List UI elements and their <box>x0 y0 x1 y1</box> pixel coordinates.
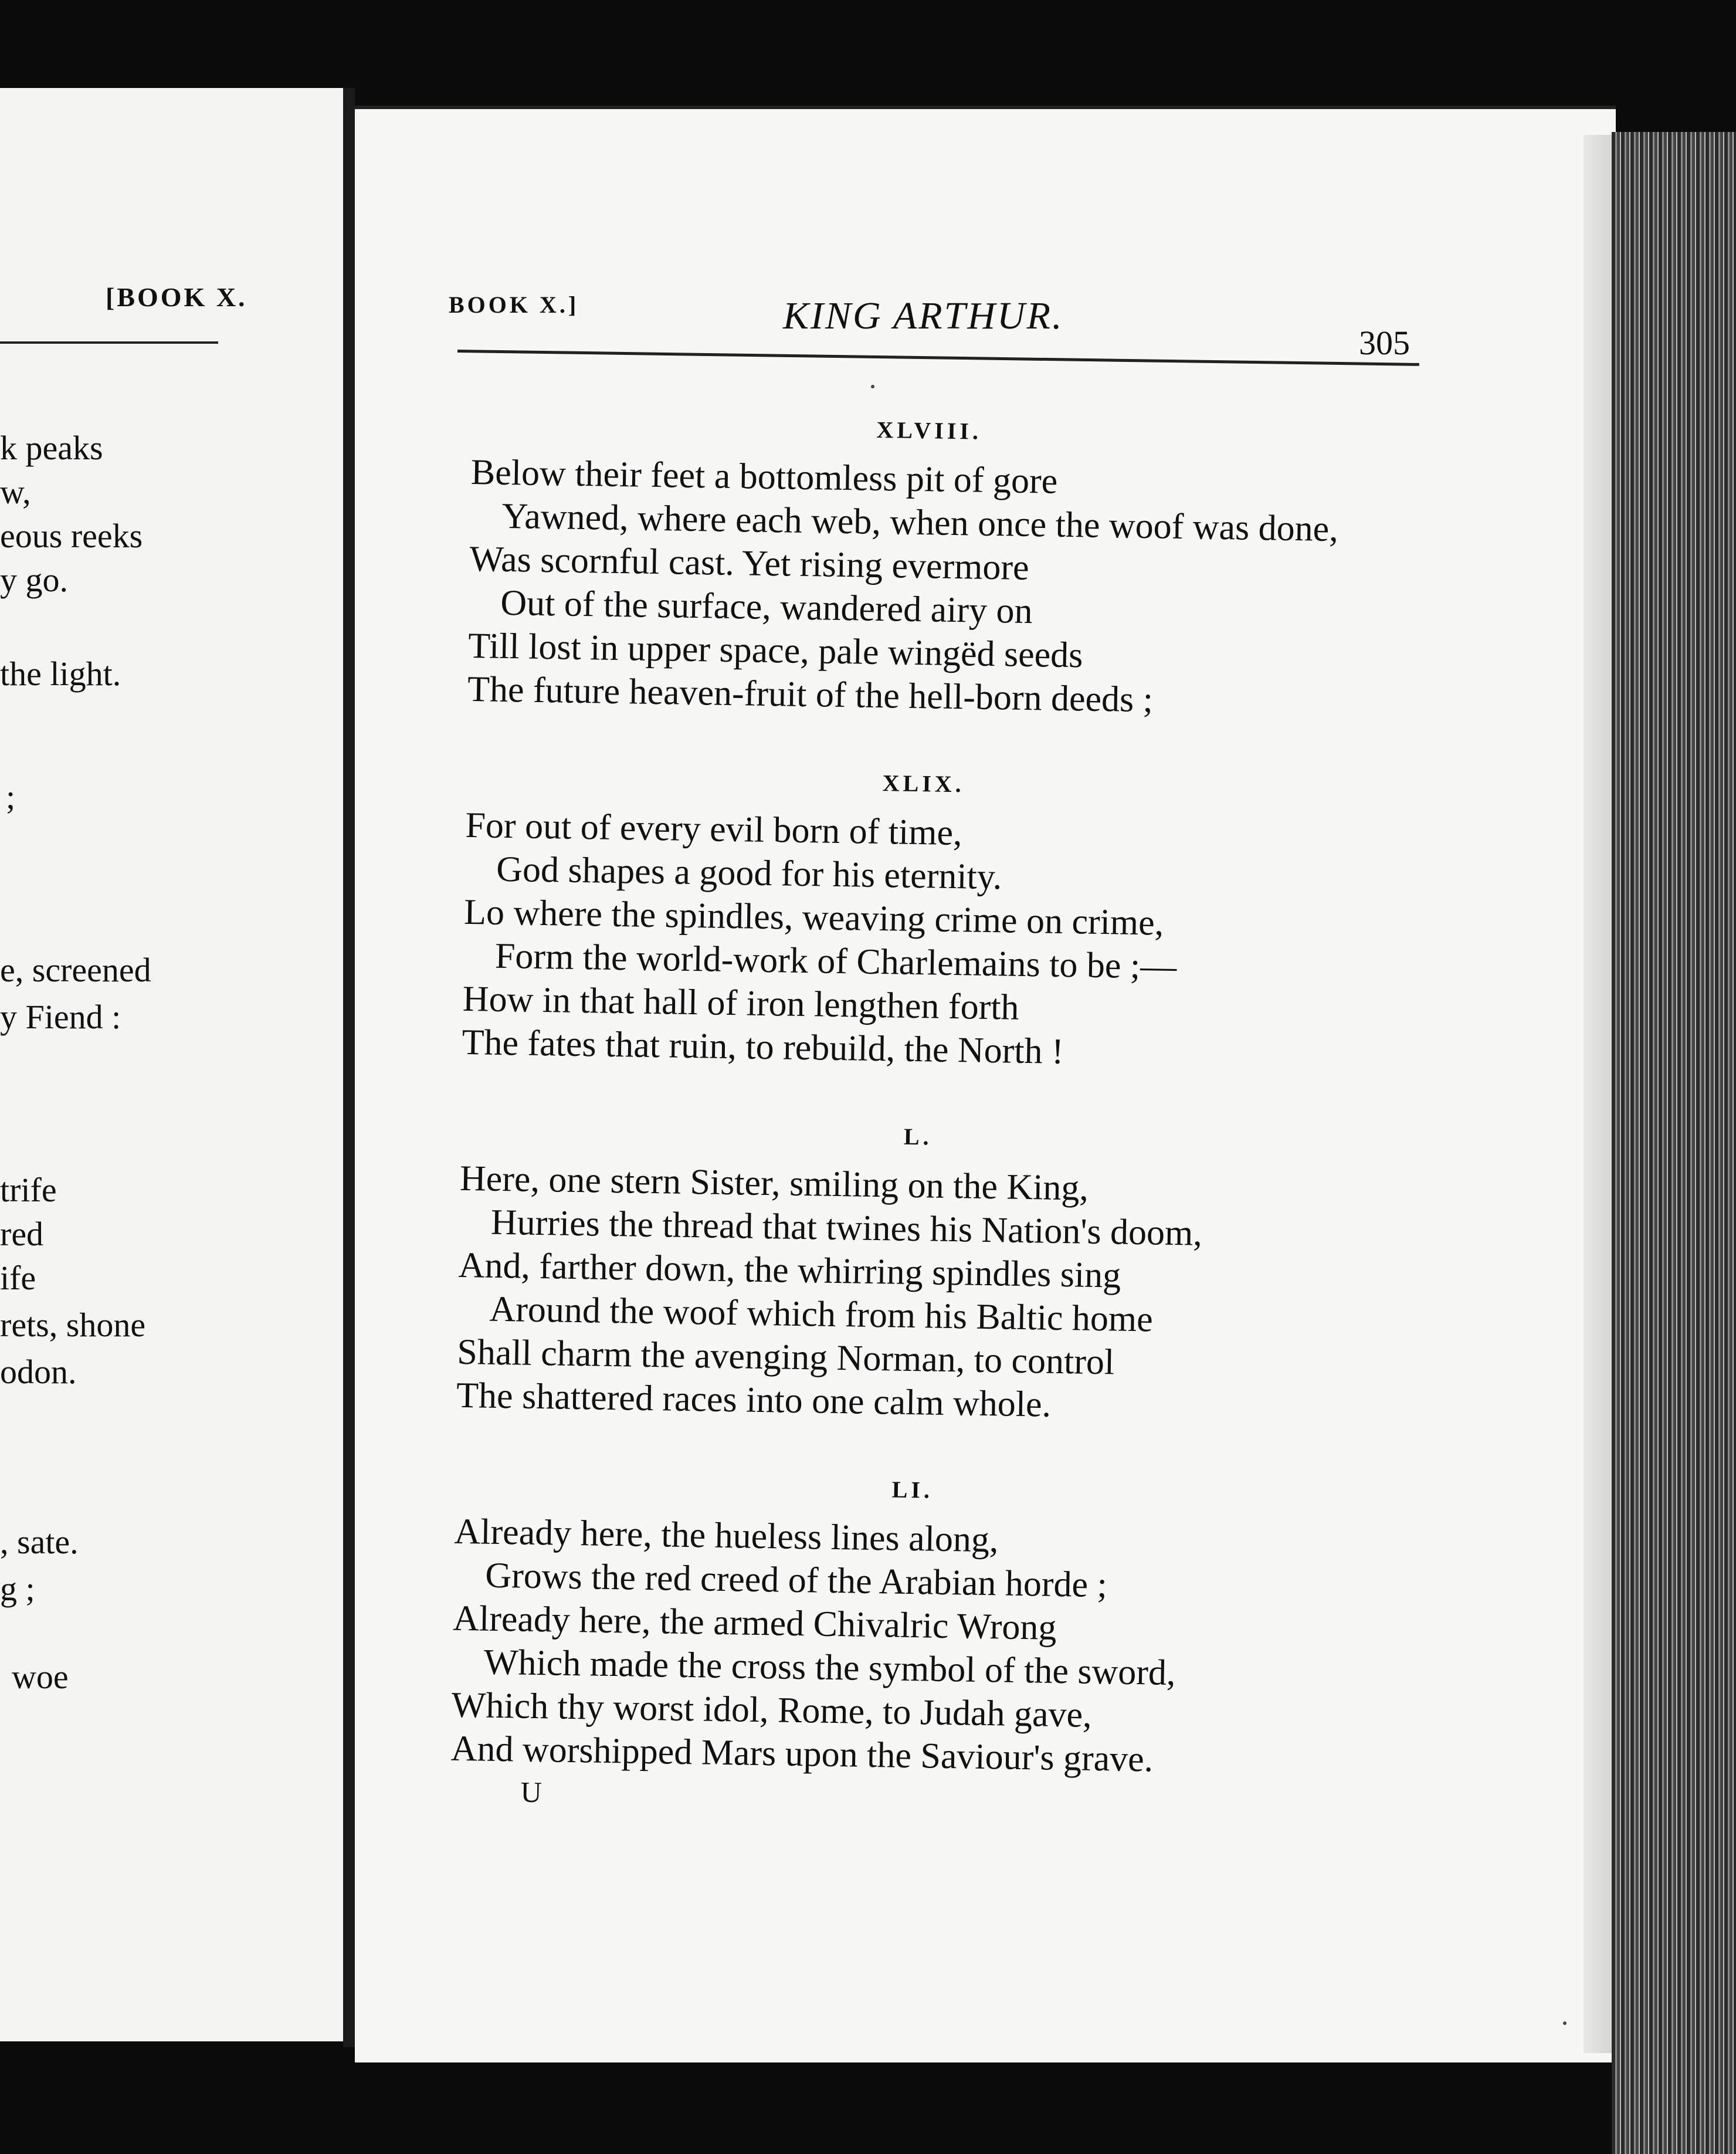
verse-line: Hurries the thread that twines his Nation's doom, <box>490 1202 1203 1254</box>
verse-line: Out of the surface, wandered airy on <box>500 582 1033 632</box>
verse-line: And, farther down, the whirring spindles sing <box>458 1245 1121 1296</box>
stanza-51 <box>450 1456 1569 1788</box>
verse-line: The shattered races into one calm whole. <box>456 1375 1052 1425</box>
book-page-edges <box>1612 132 1736 2154</box>
verse-line: Lo where the spindles, weaving crime on crime, <box>463 892 1164 943</box>
left-fragment: ife <box>0 1259 36 1297</box>
verse-line: Already here, the armed Chivalric Wrong <box>452 1598 1057 1648</box>
verse-line: Already here, the hueless lines along, <box>454 1511 999 1560</box>
stanza-numeral: L. <box>903 1123 933 1150</box>
verse-line: How in that hall of iron lengthen forth <box>462 978 1020 1028</box>
verse-line: Here, one stern Sister, smiling on the King, <box>459 1158 1089 1208</box>
signature-mark: U <box>520 1775 542 1809</box>
left-fragment: g ; <box>0 1570 35 1608</box>
left-fragment: woe <box>12 1658 69 1696</box>
poem-body <box>450 397 1586 1829</box>
left-fragment: eous reeks <box>0 517 143 555</box>
print-speck <box>1563 2021 1567 2025</box>
stanza-48 <box>467 397 1586 729</box>
print-speck <box>871 385 874 388</box>
stanza-numeral: LI. <box>891 1476 934 1503</box>
running-header-book: BOOK X.] <box>449 292 579 318</box>
left-fragment: red <box>0 1215 44 1253</box>
left-fragment: rets, shone <box>0 1306 146 1344</box>
left-fragment: , sate. <box>0 1523 79 1561</box>
left-fragment: e, screened <box>0 951 151 989</box>
left-header-rule <box>0 341 218 344</box>
verse-line: And worshipped Mars upon the Saviour's grave. <box>450 1728 1154 1780</box>
verse-line: Around the woof which from his Baltic home <box>489 1289 1154 1340</box>
running-header-title: KING ARTHUR. <box>783 294 1064 337</box>
verse-line: Shall charm the avenging Norman, to control <box>456 1332 1115 1383</box>
left-fragment: w, <box>0 473 31 511</box>
page-number: 305 <box>1359 324 1410 362</box>
left-page <box>0 88 347 2041</box>
stanza-numeral: XLIX. <box>882 770 965 798</box>
stanza-50 <box>456 1103 1575 1435</box>
verse-line: God shapes a good for his eternity. <box>496 849 1002 898</box>
verse-line: The future heaven-fruit of the hell-born deeds ; <box>467 669 1154 720</box>
verse-line: Grows the red creed of the Arabian horde ; <box>484 1555 1108 1606</box>
left-fragment: y Fiend : <box>0 998 121 1036</box>
verse-line: Yawned, where each web, when once the woof was done, <box>501 496 1339 550</box>
stanza-49 <box>462 750 1581 1082</box>
left-fragment: odon. <box>0 1353 77 1391</box>
verse-line: Below their feet a bottomless pit of gore <box>470 452 1058 502</box>
right-page <box>355 106 1616 2062</box>
verse-line: Which made the cross the symbol of the sword, <box>483 1642 1176 1694</box>
left-running-header: [BOOK X. <box>106 282 247 312</box>
left-fragment: the light. <box>0 655 121 693</box>
verse-line: Which thy worst idol, Rome, to Judah gave, <box>451 1685 1093 1735</box>
verse-line: For out of every evil born of time, <box>464 805 963 854</box>
verse-line: The fates that ruin, to rebuild, the North ! <box>462 1022 1064 1072</box>
verse-line: Was scornful cast. Yet rising evermore <box>469 538 1030 588</box>
book-gutter <box>343 88 355 2047</box>
verse-line: Form the world-work of Charlemains to be ;— <box>494 936 1177 987</box>
left-fragment: ; <box>6 778 16 816</box>
stanza-numeral: XLVIII. <box>876 416 982 445</box>
left-fragment: y go. <box>0 561 68 599</box>
left-fragment: k peaks <box>0 429 103 467</box>
header-rule <box>457 350 1419 366</box>
left-fragment: trife <box>0 1171 57 1209</box>
verse-line: Till lost in upper space, pale wingëd seeds <box>467 625 1083 676</box>
